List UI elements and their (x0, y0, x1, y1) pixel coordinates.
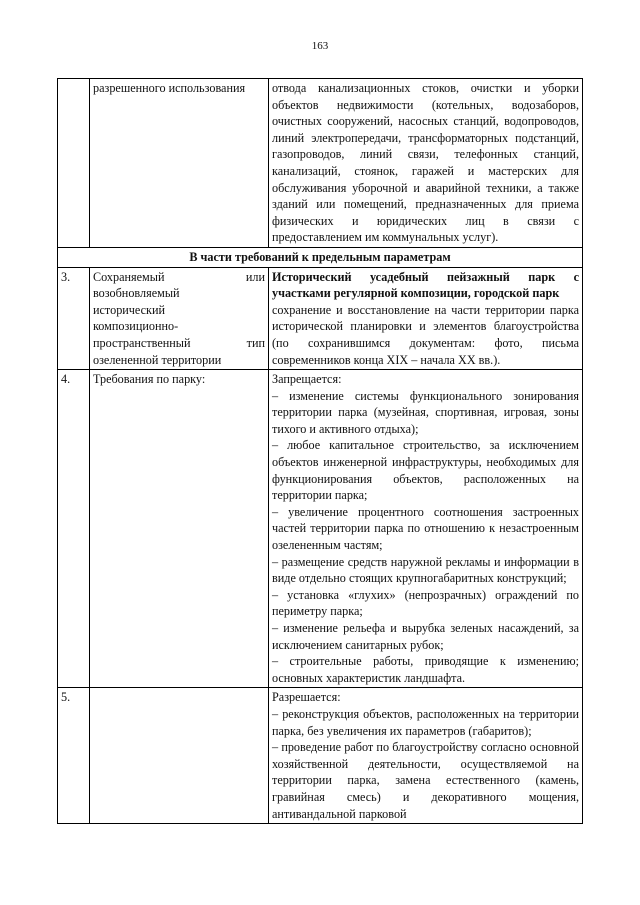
row-number-cell: 5. (58, 688, 90, 824)
row-description-cell (269, 370, 583, 688)
name-word: пространственный (93, 335, 191, 350)
list-intro: Разрешается: (272, 690, 341, 705)
table-row (58, 267, 583, 370)
row-name-cell (90, 267, 269, 370)
row-name-cell (90, 688, 269, 824)
list-item: – реконструкция объектов, расположенных на территории парка, без увеличения их параметров (габаритов); (272, 706, 579, 738)
row-number-cell: 4. (58, 370, 90, 688)
list-item: – проведение работ по благоустройству согласно основной хозяйственной деятельности, осуществляемой на территории парка, замена естественного (камень, гравийная смесь) и декоративного мощения, антивандальной парковой (272, 740, 579, 821)
description-heading: Исторический усадебный пейзажный парк с участками регулярной композиции, городской парк (272, 269, 579, 301)
name-word: тип (246, 335, 265, 350)
requirements-table (57, 78, 583, 824)
row-description-cell (269, 688, 583, 824)
row-description-cell (269, 267, 583, 370)
table-row (58, 79, 583, 248)
list-item: – строительные работы, приводящие к изменению; основных характеристик ландшафта. (272, 654, 579, 685)
list-item: – изменение рельефа и вырубка зеленых насаждений, за исключением санитарных рубок; (272, 621, 579, 652)
section-header-row (58, 247, 583, 267)
list-item: – изменение системы функционального зонирования территории парка (музейная, спортивная, игровая, зоны тихого и активного отдыха); (272, 388, 579, 436)
row-number-cell (58, 79, 90, 248)
name-line: озелененной территории (93, 352, 222, 367)
name-line: композиционно- (93, 319, 179, 334)
section-header: В части требований к предельным параметрам (58, 247, 583, 267)
row-name-cell: разрешенного использования (90, 79, 269, 248)
name-line: исторический (93, 302, 166, 317)
name-line (93, 335, 265, 352)
list-item: – увеличение процентного соотношения застроенных частей территории парка по отношению к незастроенным озелененным частям; (272, 504, 579, 553)
list-item: – любое капитальное строительство, за исключением объектов инженерной инфраструктуры, необходимых для функционирования объектов, расположенных на территории парка; (272, 438, 579, 503)
name-word: или (245, 269, 265, 284)
table-row (58, 370, 583, 688)
row-number-cell: 3. (58, 267, 90, 370)
list-intro: Запрещается: (272, 372, 342, 387)
page-number: 163 (311, 40, 329, 52)
list-item: – установка «глухих» (непрозрачных) ограждений по периметру парка; (272, 587, 579, 619)
description-text: сохранение и восстановление на части территории парка исторической планировки и элементов благоустройства (по сохранившимся документам: фото, письма современников конца XIX – начала XX вв.). (272, 302, 579, 367)
name-word: Сохраняемый (93, 269, 165, 284)
row-name-cell: Требования по парку: (90, 370, 269, 688)
name-line: возобновляемый (93, 286, 180, 301)
list-item: – размещение средств наружной рекламы и информации в виде отдельно стоящих крупногабаритных конструкций; (272, 554, 579, 586)
row-description-cell: отвода канализационных стоков, очистки и уборки объектов недвижимости (котельных, водозаборов, очистных сооружений, насосных станций, водопроводов, линий электропередачи, трансформаторных подстанций, газопроводов, линий связи, телефонных станций, канализаций, стоянок, гаражей и мастерских для обслуживания уборочной и аварийной техники, а также зданий или помещений, предназначенных для приема физических и юридических лиц в связи с предоставлением им коммунальных услуг). (269, 79, 583, 248)
name-line (93, 269, 265, 286)
table-row (58, 688, 583, 824)
